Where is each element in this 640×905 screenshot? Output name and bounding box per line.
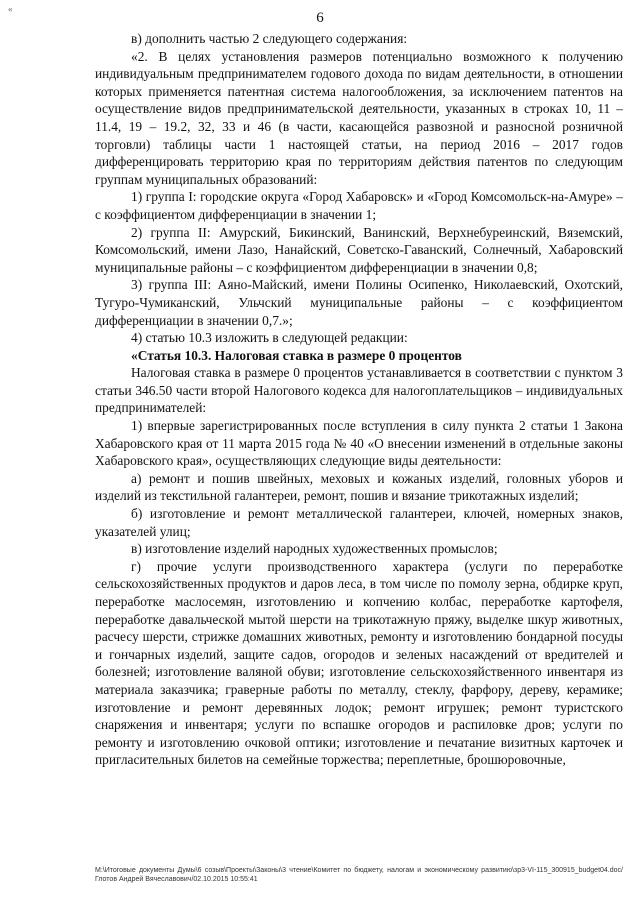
paragraph: в) изготовление изделий народных художественных промыслов; <box>131 541 498 557</box>
document-body <box>95 30 623 769</box>
paragraph: в) дополнить частью 2 следующего содержания: <box>131 31 408 46</box>
paragraph: 1) впервые зарегистрированных после вступления в силу пункта 2 статьи 1 Закона Хабаровского края от 11 марта 2015 года № 40 «О внесении изменений в отдельные законы Хабаровского края», осуществляющих следующие виды деятельности: <box>95 418 623 469</box>
paragraph: б) изготовление и ремонт металлической галантереи, ключей, номерных знаков, указателей улиц; <box>95 506 623 539</box>
paragraph: «2. В целях установления размеров потенциально возможного к получению индивидуальным предпринимателем годового дохода по видам деятельности, в отношении которых применяется патентная система налогообложения, за исключением патентов на осуществление видов предпринимательской деятельности, указанных в строках 10, 11 – 11.4, 19 – 19.2, 32, 33 и 46 (в части, касающейся развозной и разносной розничной торговли) таблицы части 1 настоящей статьи, на период 2016 – 2017 годов дифференцировать территорию края по территориям действия патентов по следующим группам муниципальных образований: <box>95 48 623 187</box>
paragraph: 2) группа II: Амурский, Бикинский, Ванинский, Верхнебуреинский, Вяземский, Комсомольский, имени Лазо, Нанайский, Советско-Гаванский, Солнечный, Хабаровский муниципальные районы – с коэффициентом дифференциации в значении 0,8; <box>95 224 623 275</box>
paragraph: Налоговая ставка в размере 0 процентов устанавливается в соответствии с пунктом 3 статьи 346.50 части второй Налогового кодекса для налогоплательщиков – индивидуальных предпринимателей: <box>95 365 623 416</box>
file-path-footer: М:\Итоговые документы Думы\6 созыв\Проекты\Законы\3 чтение\Комитет по бюджету, налогам и экономическому развитию\зр3-VI-115_300915_budget04.doc/Глотов Андрей Вячеславович/02.10.2015 10:55:41 <box>95 867 623 883</box>
page-number: 6 <box>316 10 324 26</box>
page-mark: « <box>8 4 13 14</box>
paragraph: 3) группа III: Аяно-Майский, имени Полины Осипенко, Николаевский, Охотский, Тугуро-Чумиканский, Ульчский муниципальные районы – с коэффициентом дифференциации в значении 0,7.»; <box>95 277 623 328</box>
paragraph: 4) статью 10.3 изложить в следующей редакции: <box>131 330 408 346</box>
paragraph: г) прочие услуги производственного характера (услуги по переработке сельскохозяйственных продуктов и даров леса, в том числе по помолу зерна, обдирке круп, переработке маслосемян, изготовлению и копчению колбас, переработке картофеля, переработке давальческой мытой шерсти на трикотажную пряжу, выделке шкур животных, расчесу шерсти, стрижке домашних животных, ремонту и изготовлению бондарной посуды и гончарных изделий, защите садов, огородов и зеленых насаждений от вредителей и болезней; изготовление валяной обуви; изготовление сельскохозяйственного инвентаря из материала заказчика; граверные работы по металлу, стеклу, фарфору, дереву, керамике; изготовление и ремонт деревянных лодок; ремонт игрушек; ремонт туристского снаряжения и инвентаря; услуги по вспашке огородов и распиловке дров; услуги по ремонту и изготовлению очковой оптики; изготовление и печатание визитных карточек и пригласительных билетов на семейные торжества; переплетные, брошюровочные, <box>95 558 623 768</box>
paragraph: а) ремонт и пошив швейных, меховых и кожаных изделий, головных уборов и изделий из текстильной галантереи, ремонт, пошив и вязание трикотажных изделий; <box>95 470 623 504</box>
article-heading: «Статья 10.3. Налоговая ставка в размере 0 процентов <box>131 347 462 363</box>
paragraph: 1) группа I: городские округа «Город Хабаровск» и «Город Комсомольск-на-Амуре» – с коэффициентом дифференциации в значении 1; <box>95 189 623 222</box>
